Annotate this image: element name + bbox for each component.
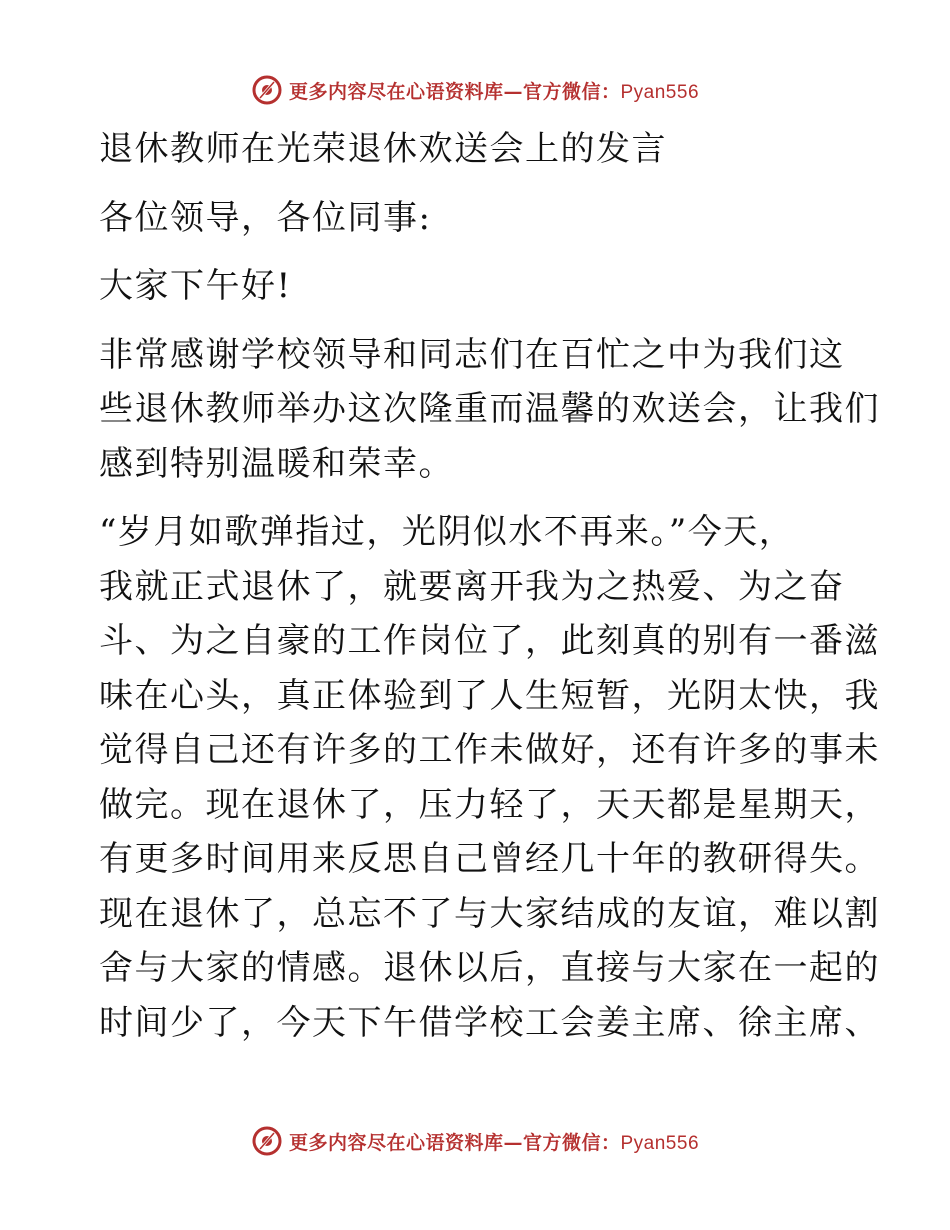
paragraph-line: 现在退休了，总忘不了与大家结成的友谊，难以割 — [99, 893, 880, 934]
greeting: 大家下午好! — [99, 266, 292, 306]
footer-banner — [0, 1124, 950, 1158]
document-body — [99, 122, 880, 1050]
paragraph-line: 时间少了，今天下午借学校工会姜主席、徐主席、 — [99, 1002, 880, 1043]
salutation: 各位领导，各位同事: — [99, 197, 432, 238]
paragraph-line: 味在心头，真正体验到了人生短暂，光阴太快，我 — [99, 675, 880, 716]
header-banner — [0, 73, 950, 107]
document-title: 退休教师在光荣退休欢送会上的发言 — [99, 129, 667, 169]
logo-icon — [251, 74, 283, 106]
paragraph-line: 非常感谢学校领导和同志们在百忙之中为我们这 — [99, 334, 845, 375]
paragraph-line: 斗、为之自豪的工作岗位了，此刻真的别有一番滋 — [99, 621, 880, 661]
paragraph-line: 舍与大家的情感。退休以后，直接与大家在一起的 — [99, 948, 880, 988]
footer-banner-text: 更多内容尽在心语资料库—官方微信：Pyan556 — [288, 1131, 700, 1154]
paragraph-2 — [99, 505, 880, 1050]
paragraph-line: 感到特别温暖和荣幸。 — [99, 443, 454, 484]
paragraph-line: 做完。现在退休了，压力轻了，天天都是星期天， — [99, 784, 880, 825]
paragraph-line: 有更多时间用来反思自己曾经几十年的教研得失。 — [99, 839, 880, 879]
paragraph-1 — [99, 328, 880, 492]
paragraph-line: 些退休教师举办这次隆重而温馨的欢送会，让我们 — [99, 389, 880, 429]
logo-icon — [251, 1125, 283, 1157]
paragraph-line: “岁月如歌弹指过，光阴似水不再来。”今天， — [99, 512, 795, 552]
header-banner-text: 更多内容尽在心语资料库—官方微信：Pyan556 — [288, 80, 700, 103]
paragraph-line: 我就正式退休了，就要离开我为之热爱、为之奋 — [99, 566, 845, 607]
paragraph-line: 觉得自己还有许多的工作未做好，还有许多的事未 — [99, 730, 880, 770]
